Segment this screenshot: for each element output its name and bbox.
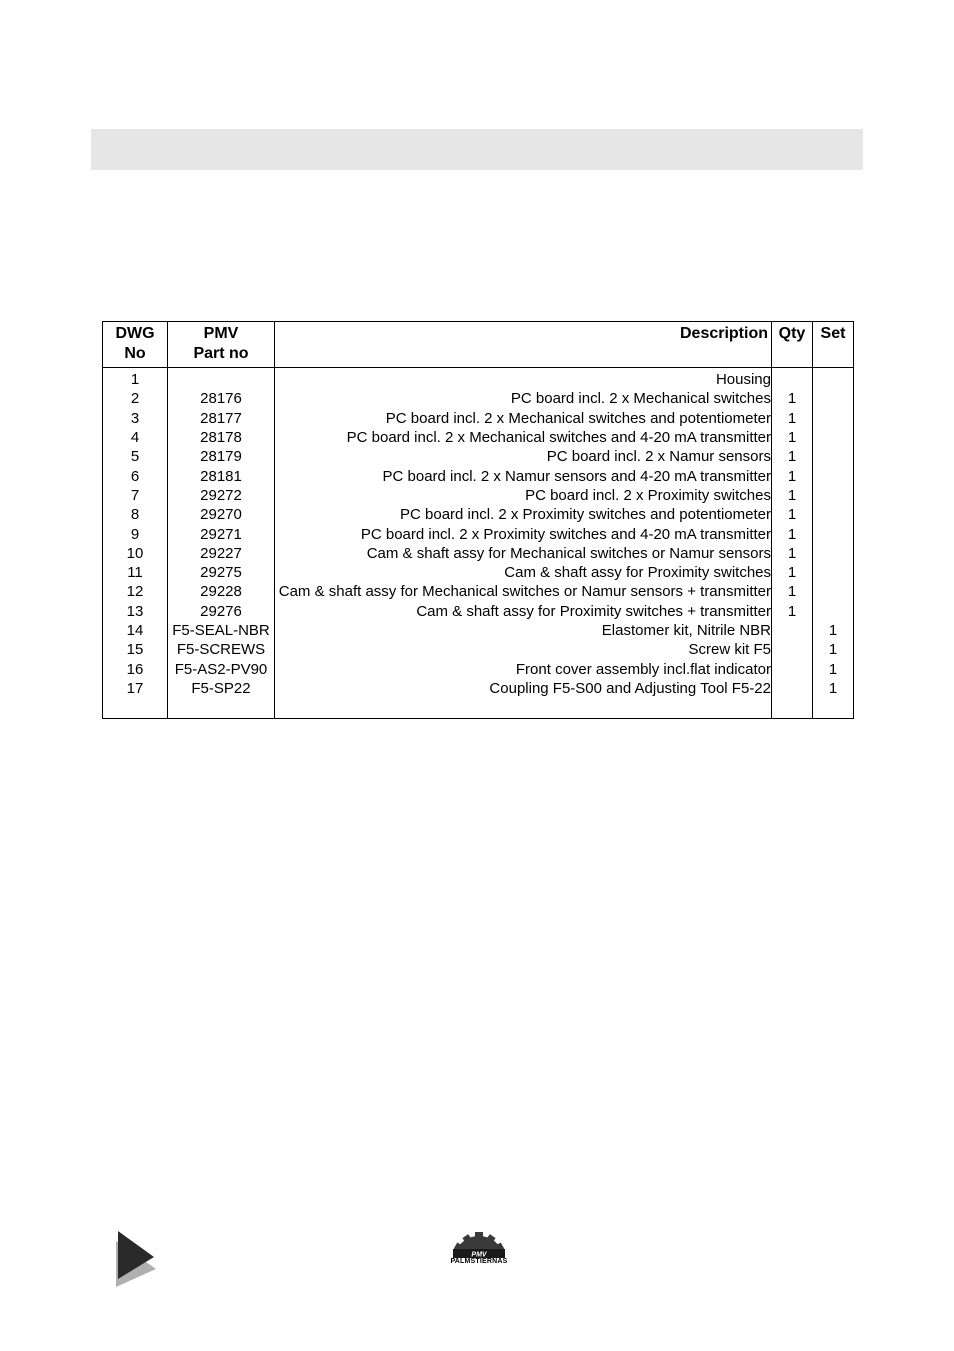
description-cell: PC board incl. 2 x Namur sensors [275, 447, 772, 466]
dwg-no-cell: 13 [103, 602, 168, 621]
dwg-no-cell: 5 [103, 447, 168, 466]
table-spacer-row [103, 698, 854, 719]
table-row [103, 621, 854, 640]
description-cell: Elastomer kit, Nitrile NBR [275, 621, 772, 640]
part-no-cell: 28177 [168, 409, 275, 428]
empty-cell [168, 698, 275, 719]
table-row [103, 679, 854, 698]
qty-cell [772, 621, 813, 640]
qty-cell [772, 640, 813, 659]
dwg-no-cell: 15 [103, 640, 168, 659]
dwg-no-cell: 9 [103, 524, 168, 543]
part-no-cell: 29275 [168, 563, 275, 582]
qty-cell: 1 [772, 447, 813, 466]
description-cell: Front cover assembly incl.flat indicator [275, 659, 772, 678]
table-row [103, 582, 854, 601]
set-cell [813, 447, 854, 466]
set-cell: 1 [813, 640, 854, 659]
qty-cell: 1 [772, 466, 813, 485]
logo-caption: PALMSTIERNAS [450, 1258, 508, 1265]
empty-cell [103, 698, 168, 719]
set-cell [813, 505, 854, 524]
table-row [103, 659, 854, 678]
part-no-cell: 28176 [168, 389, 275, 408]
description-cell: Coupling F5-S00 and Adjusting Tool F5-22 [275, 679, 772, 698]
set-cell: 1 [813, 659, 854, 678]
part-no-cell: F5-SP22 [168, 679, 275, 698]
description-cell: Screw kit F5 [275, 640, 772, 659]
table-row [103, 466, 854, 485]
play-arrow-icon[interactable] [116, 1231, 156, 1287]
qty-cell: 1 [772, 505, 813, 524]
qty-cell: 1 [772, 428, 813, 447]
dwg-no-cell: 16 [103, 659, 168, 678]
qty-cell: 1 [772, 544, 813, 563]
table-row [103, 409, 854, 428]
set-cell [813, 544, 854, 563]
part-no-cell [168, 368, 275, 390]
header-pmv-part-no: PMV Part no [168, 322, 275, 368]
empty-cell [813, 698, 854, 719]
description-cell: Cam & shaft assy for Proximity switches + transmitter [275, 602, 772, 621]
table-row [103, 486, 854, 505]
set-cell [813, 582, 854, 601]
qty-cell: 1 [772, 563, 813, 582]
part-no-cell: 29228 [168, 582, 275, 601]
section-header-band [91, 129, 863, 170]
header-qty: Qty [772, 322, 813, 368]
qty-cell: 1 [772, 409, 813, 428]
empty-cell [772, 698, 813, 719]
set-cell [813, 466, 854, 485]
set-cell [813, 389, 854, 408]
table-row [103, 640, 854, 659]
description-cell: Cam & shaft assy for Proximity switches [275, 563, 772, 582]
set-cell [813, 524, 854, 543]
set-cell [813, 486, 854, 505]
table-row [103, 563, 854, 582]
dwg-no-cell: 1 [103, 368, 168, 390]
description-cell: PC board incl. 2 x Mechanical switches [275, 389, 772, 408]
part-no-cell: F5-SEAL-NBR [168, 621, 275, 640]
dwg-no-cell: 14 [103, 621, 168, 640]
description-cell: PC board incl. 2 x Mechanical switches and potentiometer [275, 409, 772, 428]
table-row [103, 428, 854, 447]
set-cell: 1 [813, 621, 854, 640]
table-row [103, 389, 854, 408]
svg-text:PMV: PMV [471, 1251, 487, 1259]
description-cell: PC board incl. 2 x Proximity switches and potentiometer [275, 505, 772, 524]
dwg-no-cell: 17 [103, 679, 168, 698]
part-no-cell: 29276 [168, 602, 275, 621]
part-no-cell: 29270 [168, 505, 275, 524]
table-row [103, 368, 854, 390]
qty-cell: 1 [772, 524, 813, 543]
table-row [103, 544, 854, 563]
table-body [103, 368, 854, 719]
qty-cell: 1 [772, 486, 813, 505]
dwg-no-cell: 12 [103, 582, 168, 601]
dwg-no-cell: 2 [103, 389, 168, 408]
set-cell [813, 563, 854, 582]
description-cell: PC board incl. 2 x Proximity switches and 4-20 mA transmitter [275, 524, 772, 543]
table-row [103, 524, 854, 543]
part-no-cell: 28179 [168, 447, 275, 466]
set-cell [813, 409, 854, 428]
qty-cell [772, 679, 813, 698]
dwg-no-cell: 8 [103, 505, 168, 524]
part-no-cell: F5-AS2-PV90 [168, 659, 275, 678]
dwg-no-cell: 3 [103, 409, 168, 428]
table-header-row [103, 322, 854, 368]
qty-cell [772, 368, 813, 390]
qty-cell: 1 [772, 602, 813, 621]
description-cell: Cam & shaft assy for Mechanical switches or Namur sensors [275, 544, 772, 563]
dwg-no-cell: 7 [103, 486, 168, 505]
header-dwg-no: DWG No [103, 322, 168, 368]
qty-cell [772, 659, 813, 678]
description-cell: Cam & shaft assy for Mechanical switches or Namur sensors + transmitter [275, 582, 772, 601]
header-set: Set [813, 322, 854, 368]
dwg-no-cell: 4 [103, 428, 168, 447]
part-no-cell: 28178 [168, 428, 275, 447]
part-no-cell: F5-SCREWS [168, 640, 275, 659]
set-cell [813, 602, 854, 621]
description-cell: PC board incl. 2 x Namur sensors and 4-20 mA transmitter [275, 466, 772, 485]
set-cell [813, 368, 854, 390]
description-cell: PC board incl. 2 x Proximity switches [275, 486, 772, 505]
part-no-cell: 28181 [168, 466, 275, 485]
spare-parts-table [102, 321, 854, 719]
set-cell [813, 428, 854, 447]
table-row [103, 602, 854, 621]
description-cell: PC board incl. 2 x Mechanical switches and 4-20 mA transmitter [275, 428, 772, 447]
header-description: Description [275, 322, 772, 368]
description-cell: Housing [275, 368, 772, 390]
dwg-no-cell: 10 [103, 544, 168, 563]
dwg-no-cell: 6 [103, 466, 168, 485]
part-no-cell: 29271 [168, 524, 275, 543]
part-no-cell: 29227 [168, 544, 275, 563]
qty-cell: 1 [772, 582, 813, 601]
qty-cell: 1 [772, 389, 813, 408]
set-cell: 1 [813, 679, 854, 698]
empty-cell [275, 698, 772, 719]
part-no-cell: 29272 [168, 486, 275, 505]
table-row [103, 447, 854, 466]
table-row [103, 505, 854, 524]
dwg-no-cell: 11 [103, 563, 168, 582]
